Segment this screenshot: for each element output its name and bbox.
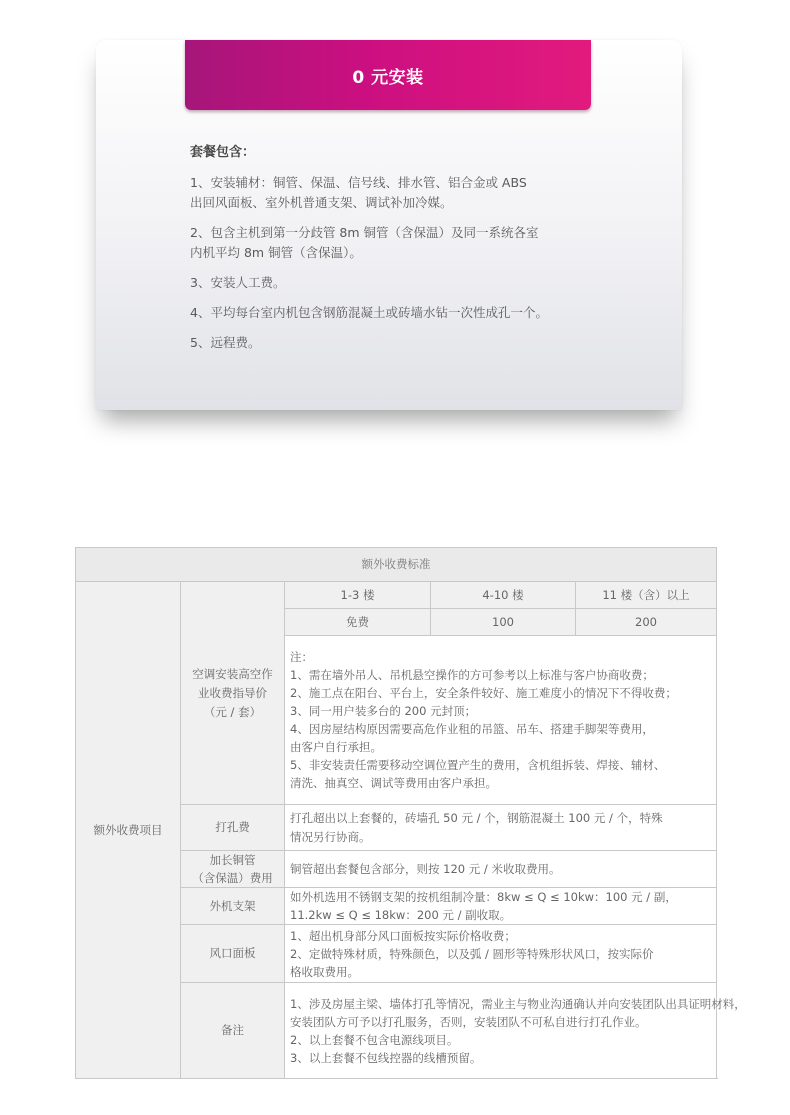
remark-line: 2、以上套餐不包含电源线项目。 — [290, 1032, 459, 1047]
note-line: 4、因房屋结构原因需要高危作业租的吊篮、吊车、搭建手脚架等费用， — [290, 722, 654, 736]
copper-pipe-desc: 铜管超出套餐包含部分，则按 120 元 / 米收取费用。 — [285, 851, 717, 888]
package-banner-title: 0 元安装 — [185, 40, 591, 110]
bracket-label: 外机支架 — [181, 888, 285, 925]
high-altitude-label-line: （元 / 套） — [203, 704, 262, 719]
note-line: 注： — [290, 650, 313, 664]
vent-panel-desc — [285, 925, 717, 983]
floor-header-1-3: 1-3 楼 — [285, 582, 431, 609]
bracket-desc — [285, 888, 717, 925]
vent-desc-line: 格收取费用。 — [290, 964, 359, 979]
high-altitude-label-line: 空调安装高空作 — [192, 666, 273, 681]
note-line: 1、需在墙外吊人、吊机悬空操作的方可参考以上标准与客户协商收费； — [290, 668, 654, 682]
note-line: 由客户自行承担。 — [290, 740, 382, 754]
price-4-10: 100 — [431, 609, 576, 636]
price-11-plus: 200 — [576, 609, 717, 636]
drilling-fee-desc — [285, 805, 717, 851]
drilling-desc-line: 情况另行协商。 — [290, 829, 371, 844]
high-altitude-notes — [285, 636, 717, 805]
package-card — [96, 40, 682, 410]
note-line: 3、同一用户装多台的 200 元封顶； — [290, 704, 477, 718]
remark-line: 3、以上套餐不包线控器的线槽预留。 — [290, 1050, 482, 1065]
remark-line: 1、涉及房屋主梁、墙体打孔等情况，需业主与物业沟通确认并向安装团队出具证明材料， — [290, 996, 746, 1011]
high-altitude-label-line: 业收费指导价 — [198, 685, 267, 700]
fee-table-title: 额外收费标准 — [76, 548, 717, 582]
includes-item-2: 2、包含主机到第一分歧管 8m 铜管（含保温）及同一系统各室 内机平均 8m 铜管（含保温）。 — [190, 225, 539, 260]
bracket-desc-line: 11.2kw ≤ Q ≤ 18kw：200 元 / 副收取。 — [290, 908, 512, 922]
drilling-desc-line: 打孔超出以上套餐的，砖墙孔 50 元 / 个，钢筋混凝土 100 元 / 个，特殊 — [290, 810, 663, 825]
vent-desc-line: 1、超出机身部分风口面板按实际价格收费； — [290, 928, 516, 943]
includes-title: 套餐包含： — [190, 145, 256, 160]
note-line: 5、非安装责任需要移动空调位置产生的费用，含机组拆装、焊接、辅材、 — [290, 758, 666, 772]
drilling-fee-label: 打孔费 — [181, 805, 285, 851]
vent-panel-label: 风口面板 — [181, 925, 285, 983]
section-label-extra-fees: 额外收费项目 — [76, 582, 181, 1079]
includes-list — [190, 173, 610, 363]
vent-desc-line: 2、定做特殊材质，特殊颜色，以及弧 / 圆形等特殊形状风口，按实际价 — [290, 946, 654, 961]
floor-header-4-10: 4-10 楼 — [431, 582, 576, 609]
includes-item-1: 1、安装辅材：铜管、保温、信号线、排水管、铝合金或 ABS 出回风面板、室外机普通支架、调试补加冷媒。 — [190, 175, 527, 210]
remarks-label: 备注 — [181, 983, 285, 1079]
includes-item-3: 3、安装人工费。 — [190, 275, 286, 290]
copper-label-line: （含保温）费用 — [192, 871, 273, 885]
copper-label-line: 加长铜管 — [209, 853, 256, 867]
includes-item-4: 4、平均每台室内机包含钢筋混凝土或砖墙水钻一次性成孔一个。 — [190, 305, 548, 320]
copper-pipe-label — [181, 851, 285, 888]
remark-line: 安装团队方可予以打孔服务，否则，安装团队不可私自进行打孔作业。 — [290, 1014, 647, 1029]
remarks-content — [285, 983, 746, 1079]
extra-fee-table — [75, 547, 746, 1079]
bracket-desc-line: 如外机选用不锈钢支架的按机组制冷量：8kw ≤ Q ≤ 10kw：100 元 / 副， — [290, 890, 677, 904]
price-1-3: 免费 — [285, 609, 431, 636]
floor-header-11-plus: 11 楼（含）以上 — [576, 582, 717, 609]
note-line: 2、施工点在阳台、平台上，安全条件较好、施工难度小的情况下不得收费； — [290, 686, 677, 700]
high-altitude-label — [181, 582, 285, 805]
includes-item-5: 5、远程费。 — [190, 335, 261, 350]
note-line: 清洗、抽真空、调试等费用由客户承担。 — [290, 776, 497, 790]
